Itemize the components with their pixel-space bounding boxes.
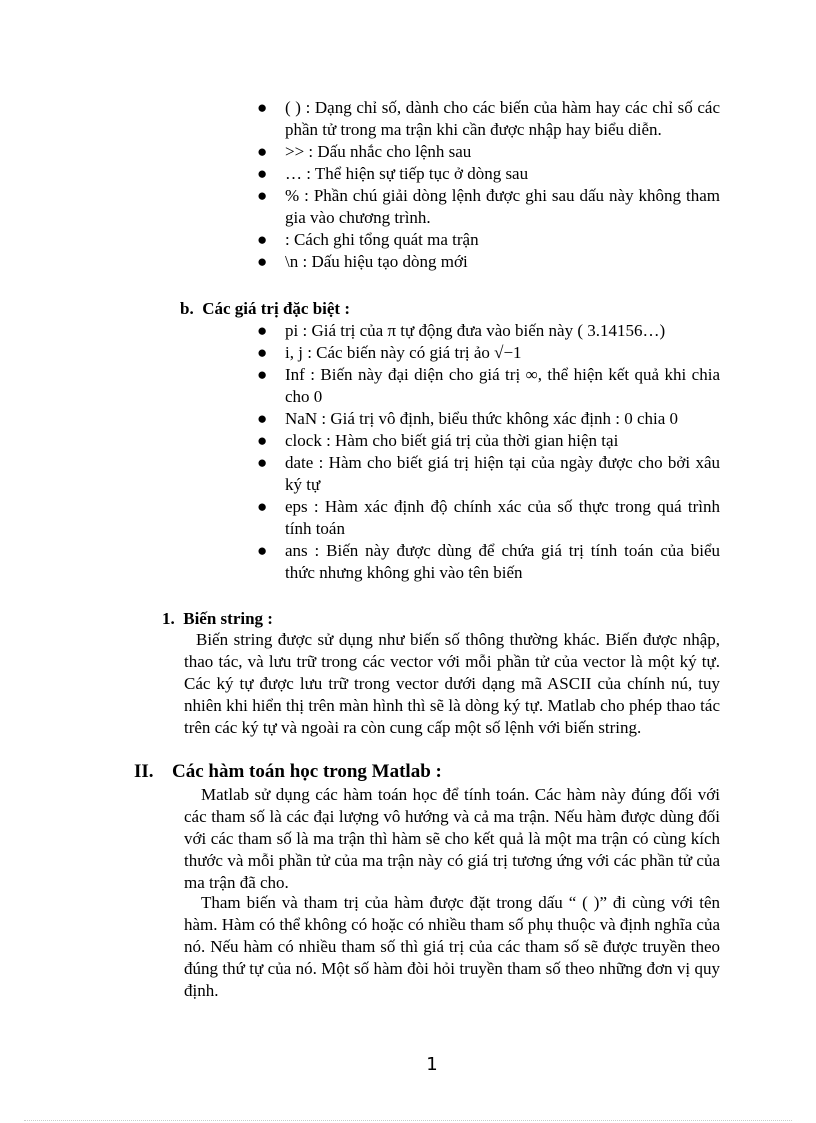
list-item: ● date : Hàm cho biết giá trị hiện tại của ngày được cho bởi xâu ký tự: [257, 453, 720, 494]
list-item: ● eps : Hàm xác định độ chính xác của số thực trong quá trình tính toán: [257, 497, 720, 538]
bullet-icon: ●: [257, 230, 268, 249]
bullet-icon: ●: [257, 409, 268, 428]
bullet-icon: ●: [257, 186, 268, 205]
string-paragraph: Biến string được sử dụng như biến số thông thường khác. Biến được nhập, thao tác, và lưu trữ trong các vector với mỗi phần tử của vector là một ký tự. Các ký tự được lưu trữ trong vector dưới dạng mã ASCII của chính nú, tuy nhiên khi hiển thị trên màn hình thì sẽ là dòng ký tự. Matlab cho phép thao tác trên các ký tự và ngoài ra còn cung cấp một số lệnh với biến string.: [184, 630, 720, 737]
list-item: ● ans : Biến này được dùng để chứa giá trị tính toán của biểu thức nhưng không ghi vào tên biến: [257, 541, 720, 582]
list-item: ● clock : Hàm cho biết giá trị của thời gian hiện tại: [257, 431, 619, 450]
symbols-list: [253, 97, 720, 273]
list-item: ● NaN : Giá trị vô định, biểu thức không xác định : 0 chia 0: [257, 409, 679, 428]
section-1-heading: 1. Biến string :: [162, 609, 273, 628]
list-item: ● >> : Dấu nhắc cho lệnh sau: [257, 142, 472, 161]
section-II-heading: II. Các hàm toán học trong Matlab :: [134, 761, 442, 782]
bullet-icon: ●: [257, 365, 268, 384]
list-item: ● ( ) : Dạng chỉ số, dành cho các biến của hàm hay các chỉ số các phần tử trong ma trận khi cần được nhập hay biểu diễn.: [257, 98, 720, 139]
list-item: ● Inf : Biến này đại diện cho giá trị ∞, thể hiện kết quả khi chia cho 0: [257, 365, 720, 406]
bullet-icon: ●: [257, 497, 268, 516]
bullet-icon: ●: [257, 164, 268, 183]
bullet-icon: ●: [257, 431, 268, 450]
page-bottom-divider: [24, 1120, 792, 1121]
parameters-paragraph: Tham biến và tham trị của hàm được đặt trong dấu “ ( )” đi cùng với tên hàm. Hàm có thể không có hoặc có nhiều tham số phụ thuộc và định nghĩa của nó. Nếu hàm có nhiều tham số thì giá trị của các tham số sẽ được truyền theo đúng thứ tự của nó. Một số hàm đòi hỏi truyền tham số theo những đơn vị quy định.: [184, 893, 720, 1000]
list-item: ● : Cách ghi tổng quát ma trận: [257, 230, 479, 249]
bullet-icon: ●: [257, 142, 268, 161]
list-item: ● pi : Giá trị của π tự động đưa vào biến này ( 3.14156…): [257, 321, 666, 340]
math-functions-paragraph: Matlab sử dụng các hàm toán học để tính toán. Các hàm này đúng đối với các tham số là các đại lượng vô hướng và cả ma trận. Nếu hàm được dùng đối với các tham số là ma trận thì hàm sẽ cho kết quả là một ma trận có cùng kích thước và mỗi phần tử của ma trận này có giá trị tương ứng với các phần tử của ma trận đã cho.: [184, 785, 720, 892]
list-item: ● \n : Dấu hiệu tạo dòng mới: [257, 252, 468, 271]
section-b-heading: b. Các giá trị đặc biệt :: [180, 299, 350, 318]
bullet-icon: ●: [257, 343, 268, 362]
bullet-icon: ●: [257, 453, 268, 472]
page-number: 1: [426, 1054, 438, 1075]
bullet-icon: ●: [257, 98, 268, 117]
bullet-icon: ●: [257, 321, 268, 340]
special-values-list: [253, 320, 720, 584]
list-item: ● … : Thể hiện sự tiếp tục ở dòng sau: [257, 164, 529, 183]
list-item: ● % : Phần chú giải dòng lệnh được ghi sau dấu này không tham gia vào chương trình.: [257, 186, 720, 227]
bullet-icon: ●: [257, 541, 268, 560]
sqrt-minus-one: √−1: [494, 343, 522, 362]
bullet-icon: ●: [257, 252, 268, 271]
list-item: ● i, j : Các biến này có giá trị ảo √−1: [257, 343, 522, 362]
